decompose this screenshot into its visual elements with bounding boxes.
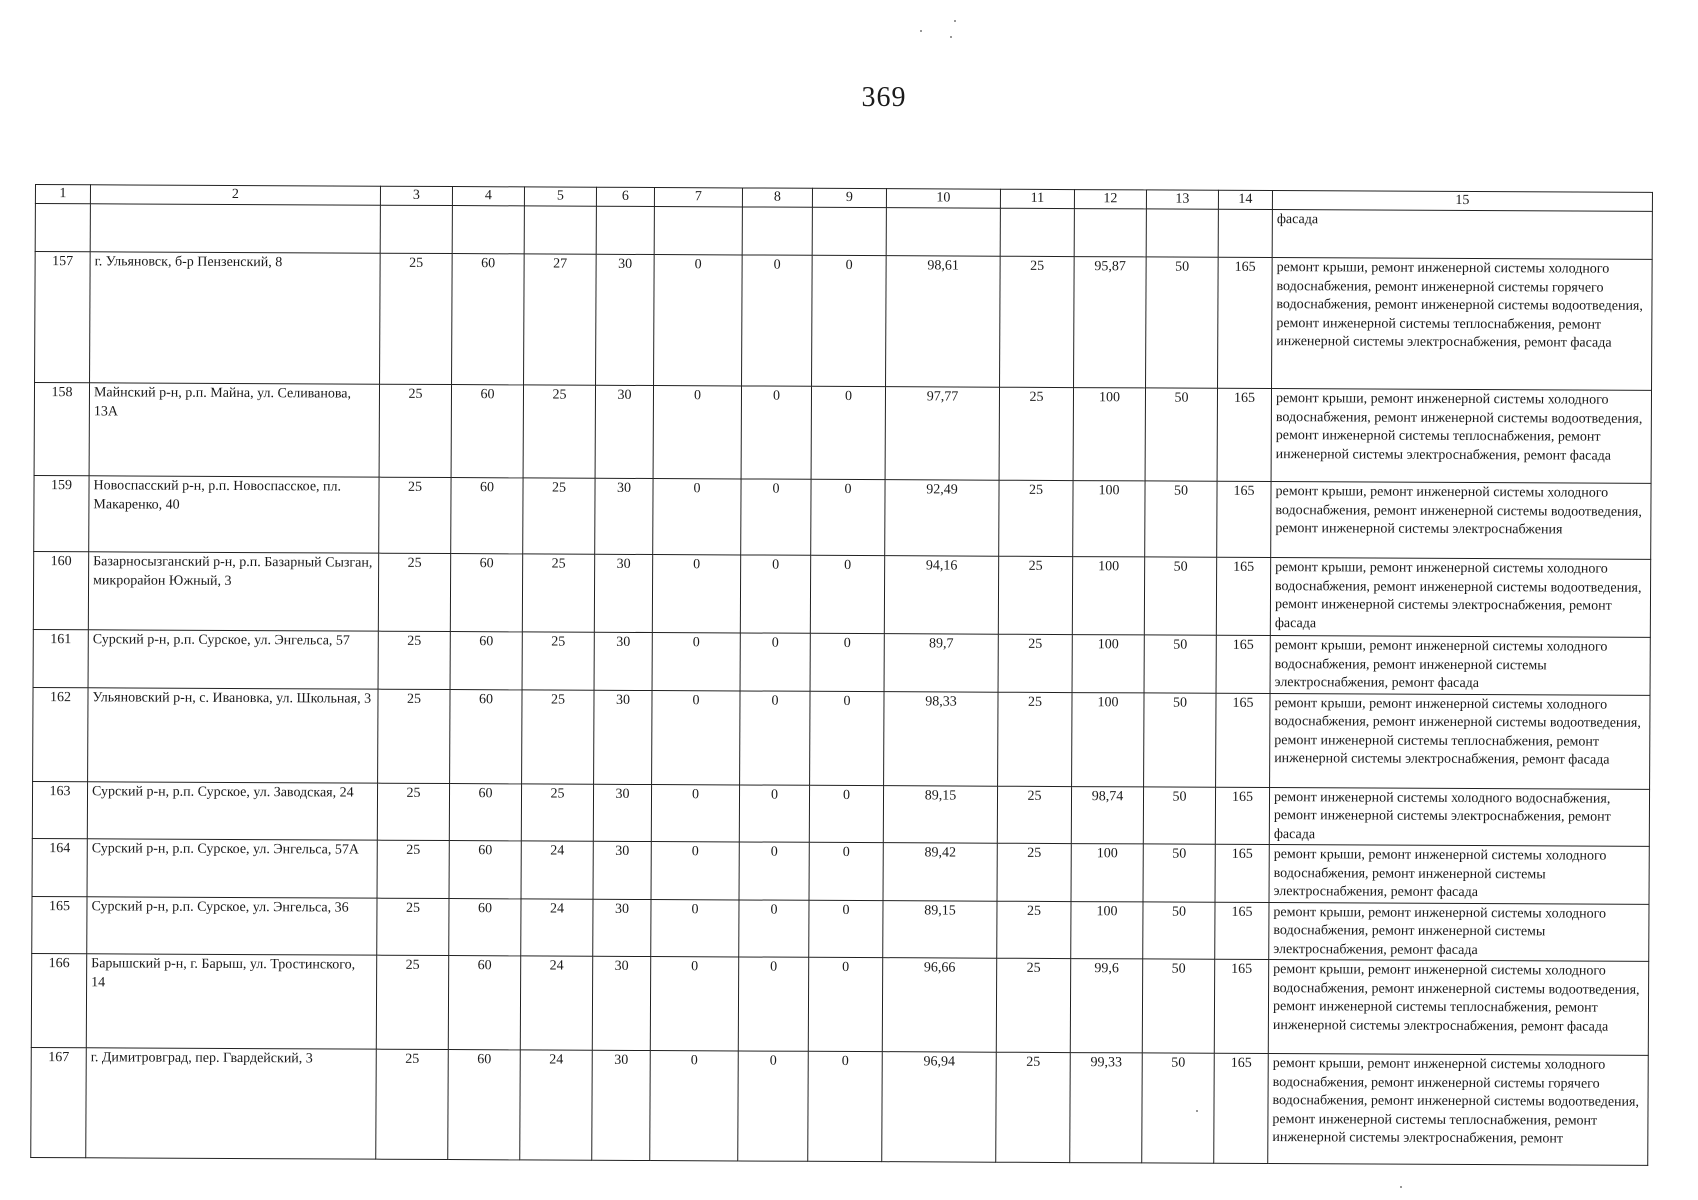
value-cell-col-11: 25	[998, 634, 1072, 692]
address-cell: Базарносызганский р-н, р.п. Базарный Сызган, микрорайон Южный, 3	[88, 552, 378, 631]
column-header: 9	[812, 188, 886, 207]
row-number: 157	[35, 252, 91, 383]
value-cell-col-14: 165	[1217, 481, 1271, 557]
address-cell: Ульяновский р-н, с. Ивановка, ул. Школьная, 3	[88, 687, 378, 782]
scan-speck	[1400, 1186, 1402, 1188]
value-cell-col-3: 25	[380, 253, 453, 384]
column-header: 6	[596, 187, 654, 206]
value-cell-col-6: 30	[592, 956, 650, 1050]
row-number: 166	[31, 953, 86, 1047]
value-cell-col-4: 60	[450, 554, 522, 632]
value-cell-col-7: 0	[653, 479, 741, 555]
value-cell-col-7: 0	[651, 784, 739, 842]
value-cell-col-12: 95,87	[1074, 257, 1147, 388]
row-number: 158	[34, 383, 89, 476]
value-cell-col-4: 60	[449, 898, 521, 956]
column-header: 15	[1272, 191, 1652, 212]
continuation-row	[35, 204, 1652, 260]
value-cell-col-6: 30	[593, 784, 651, 842]
row-number: 165	[32, 896, 87, 954]
value-cell-col-10: 89,7	[884, 634, 998, 692]
value-cell-col-8: 0	[740, 633, 810, 691]
column-header: 3	[380, 186, 452, 205]
column-header: 13	[1146, 190, 1218, 209]
row-number: 161	[33, 629, 88, 687]
value-cell-col-11: 25	[1000, 256, 1075, 387]
value-cell-col-7: 0	[650, 1051, 739, 1161]
value-cell-col-8: 0	[739, 842, 809, 900]
value-cell-col-8: 0	[741, 386, 811, 479]
value-cell-col-5: 25	[522, 632, 594, 690]
scan-speck	[954, 20, 956, 22]
value-cell-col-4: 60	[448, 1050, 521, 1160]
table-row	[32, 838, 1649, 903]
table-row	[34, 383, 1651, 484]
value-cell-col-8: 0	[738, 1051, 809, 1161]
table-body	[31, 204, 1653, 1166]
value-cell-col-10: 98,33	[884, 691, 998, 786]
address-cell: г. Ульяновск, б-р Пензенский, 8	[90, 252, 381, 384]
value-cell-col-6: 30	[595, 478, 653, 554]
value-cell-col-9: 0	[808, 957, 882, 1051]
value-cell-col-10: 89,15	[883, 900, 997, 958]
value-cell-col-7: 0	[651, 842, 739, 900]
row-number: 159	[34, 475, 89, 551]
column-header: 5	[524, 187, 596, 206]
scan-speck	[1196, 1110, 1198, 1112]
column-header: 12	[1074, 190, 1146, 209]
value-cell-col-13: 50	[1143, 786, 1215, 844]
works-cell: ремонт крыши, ремонт инженерной системы холодного водоснабжения, ремонт инженерной системы горячего водоснабжения, ремонт инженерной системы водоотведения, ремонт инженерной системы теплоснабжения, ремонт инженерной системы электроснабжения, ремонт фасада	[1272, 258, 1653, 391]
value-cell-col-3: 25	[377, 783, 449, 841]
value-cell-col-6: 30	[595, 385, 653, 478]
value-cell-col-13: 50	[1144, 557, 1216, 635]
value-cell-col-14: 165	[1216, 635, 1270, 693]
value-cell-col-5: 25	[522, 689, 594, 783]
value-cell-col-12: 98,74	[1071, 786, 1143, 844]
value-cell-col-14: 165	[1218, 257, 1273, 388]
column-header: 4	[452, 187, 524, 206]
value-cell-col-13: 50	[1145, 388, 1217, 481]
value-cell-col-3: 25	[378, 689, 450, 783]
value-cell-col-4: 60	[452, 254, 525, 385]
row-number: 163	[32, 781, 87, 839]
value-cell-col-3: 25	[377, 898, 449, 956]
works-cell: ремонт крыши, ремонт инженерной системы холодного водоснабжения, ремонт инженерной системы водоотведения, ремонт инженерной системы теплоснабжения, ремонт инженерной системы электроснабжения, ремонт фасада	[1270, 693, 1650, 789]
value-cell-col-9: 0	[810, 555, 884, 633]
value-cell-col-9: 0	[809, 785, 883, 843]
value-cell-col-12: 99,33	[1070, 1053, 1143, 1163]
address-cell: г. Димитровград, пер. Гвардейский, 3	[86, 1048, 377, 1159]
value-cell-col-9: 0	[811, 479, 885, 555]
value-cell-col-9: 0	[809, 900, 883, 958]
value-cell-col-4: 60	[451, 385, 523, 478]
value-cell-col-11: 25	[999, 387, 1073, 480]
address-cell: Майнский р-н, р.п. Майна, ул. Селиванова, 13А	[89, 383, 379, 477]
value-cell-col-12: 100	[1071, 844, 1143, 902]
value-cell-col-5: 25	[523, 385, 595, 478]
value-cell-col-13: 50	[1143, 844, 1215, 902]
value-cell-col-3: 25	[379, 477, 451, 553]
value-cell-col-12: 100	[1072, 635, 1144, 693]
value-cell-col-9: 0	[810, 691, 884, 785]
value-cell-col-14: 165	[1214, 1053, 1269, 1163]
value-cell-col-8: 0	[739, 784, 809, 842]
row-number: 162	[33, 687, 88, 781]
value-cell-col-10: 98,61	[886, 256, 1001, 388]
value-cell-col-3: 25	[376, 955, 448, 1049]
page-number: 369	[861, 82, 907, 113]
value-cell-col-11: 25	[997, 786, 1071, 844]
value-cell-col-8: 0	[740, 690, 810, 784]
continuation-text: фасада	[1272, 210, 1652, 260]
value-cell-col-5: 25	[521, 783, 593, 841]
value-cell-col-3: 25	[379, 384, 451, 477]
value-cell-col-9: 0	[808, 1051, 883, 1161]
address-cell: Сурский р-н, р.п. Сурское, ул. Энгельса, 36	[87, 896, 377, 955]
value-cell-col-13: 50	[1145, 481, 1217, 557]
value-cell-col-4: 60	[449, 841, 521, 899]
value-cell-col-9: 0	[811, 386, 885, 479]
value-cell-col-12: 100	[1072, 692, 1144, 786]
value-cell-col-3: 25	[378, 631, 450, 689]
value-cell-col-4: 60	[450, 689, 522, 783]
value-cell-col-10: 94,16	[884, 556, 998, 635]
value-cell-col-3: 25	[377, 840, 449, 898]
address-cell: Сурский р-н, р.п. Сурское, ул. Энгельса, 57А	[87, 839, 377, 898]
value-cell-col-13: 50	[1142, 1053, 1215, 1163]
value-cell-col-4: 60	[450, 632, 522, 690]
value-cell-col-6: 30	[593, 841, 651, 899]
value-cell-col-5: 24	[521, 841, 593, 899]
value-cell-col-12: 100	[1073, 481, 1145, 557]
value-cell-col-7: 0	[652, 555, 740, 633]
value-cell-col-11: 25	[999, 480, 1073, 556]
table-row	[31, 1047, 1649, 1165]
works-cell: ремонт крыши, ремонт инженерной системы холодного водоснабжения, ремонт инженерной системы электроснабжения, ремонт фасада	[1269, 845, 1649, 904]
value-cell-col-11: 25	[997, 843, 1071, 901]
works-cell: ремонт крыши, ремонт инженерной системы холодного водоснабжения, ремонт инженерной системы водоотведения, ремонт инженерной системы теплоснабжения, ремонт инженерной системы электроснабжения, ремонт фасада	[1271, 389, 1651, 484]
table-row	[33, 551, 1650, 637]
scan-speck	[950, 36, 952, 38]
works-cell: ремонт крыши, ремонт инженерной системы холодного водоснабжения, ремонт инженерной системы водоотведения, ремонт инженерной системы электроснабжения, ремонт фасада	[1270, 558, 1650, 638]
works-cell: ремонт крыши, ремонт инженерной системы холодного водоснабжения, ремонт инженерной системы водоотведения, ремонт инженерной системы электроснабжения	[1271, 482, 1651, 560]
value-cell-col-3: 25	[378, 553, 450, 631]
value-cell-col-6: 30	[594, 690, 652, 784]
value-cell-col-7: 0	[650, 957, 738, 1051]
table-row	[32, 781, 1649, 846]
value-cell-col-10: 89,15	[883, 785, 997, 843]
value-cell-col-5: 24	[521, 898, 593, 956]
value-cell-col-13: 50	[1144, 692, 1216, 786]
value-cell-col-14: 165	[1216, 693, 1270, 787]
value-cell-col-8: 0	[740, 555, 810, 633]
value-cell-col-11: 25	[996, 958, 1070, 1052]
address-cell: Сурский р-н, р.п. Сурское, ул. Заводская, 24	[87, 781, 377, 840]
value-cell-col-13: 50	[1144, 635, 1216, 693]
value-cell-col-7: 0	[654, 255, 743, 386]
value-cell-col-8: 0	[739, 899, 809, 957]
table-row	[33, 687, 1650, 789]
value-cell-col-13: 50	[1143, 901, 1215, 959]
value-cell-col-11: 25	[997, 901, 1071, 959]
address-cell: Сурский р-н, р.п. Сурское, ул. Энгельса, 57	[88, 630, 378, 689]
table-row	[31, 953, 1648, 1055]
column-header: 11	[1000, 189, 1074, 208]
works-cell: ремонт крыши, ремонт инженерной системы холодного водоснабжения, ремонт инженерной системы горячего водоснабжения, ремонт инженерной системы водоотведения, ремонт инженерной системы теплоснабжения, ремонт инженерной системы электроснабжения, ремонт	[1268, 1054, 1649, 1166]
value-cell-col-7: 0	[652, 633, 740, 691]
value-cell-col-5: 25	[523, 478, 595, 554]
value-cell-col-4: 60	[451, 478, 523, 554]
value-cell-col-11: 25	[998, 692, 1072, 786]
value-cell-col-6: 30	[592, 1050, 651, 1160]
register-table	[30, 184, 1653, 1166]
value-cell-col-12: 100	[1071, 901, 1143, 959]
column-header: 2	[90, 185, 380, 205]
table-row	[35, 252, 1653, 391]
value-cell-col-11: 25	[998, 556, 1072, 634]
column-header: 1	[35, 185, 90, 204]
works-cell: ремонт крыши, ремонт инженерной системы холодного водоснабжения, ремонт инженерной системы электроснабжения, ремонт фасада	[1270, 636, 1650, 695]
value-cell-col-4: 60	[449, 783, 521, 841]
value-cell-col-12: 100	[1072, 557, 1144, 635]
works-cell: ремонт инженерной системы холодного водоснабжения, ремонт инженерной системы электроснабжения, ремонт фасада	[1269, 787, 1649, 846]
value-cell-col-10: 92,49	[885, 480, 999, 557]
value-cell-col-5: 24	[520, 956, 592, 1050]
value-cell-col-9: 0	[809, 842, 883, 900]
value-cell-col-7: 0	[653, 386, 741, 479]
column-header: 8	[742, 188, 812, 207]
table-row	[32, 896, 1649, 961]
value-cell-col-10: 97,77	[885, 387, 999, 481]
value-cell-col-9: 0	[810, 633, 884, 691]
value-cell-col-6: 30	[593, 899, 651, 957]
column-header: 10	[886, 189, 1000, 209]
column-header: 7	[654, 188, 742, 207]
address-cell: Новоспасский р-н, р.п. Новоспасское, пл. Макаренко, 40	[89, 476, 379, 553]
table-row	[33, 629, 1650, 694]
value-cell-col-7: 0	[652, 690, 740, 784]
value-cell-col-6: 30	[596, 254, 655, 385]
value-cell-col-14: 165	[1215, 844, 1269, 902]
value-cell-col-3: 25	[376, 1049, 449, 1159]
row-number: 167	[31, 1047, 87, 1157]
value-cell-col-11: 25	[996, 1052, 1071, 1162]
value-cell-col-6: 30	[594, 554, 652, 632]
value-cell-col-12: 100	[1073, 388, 1145, 481]
works-cell: ремонт крыши, ремонт инженерной системы холодного водоснабжения, ремонт инженерной системы электроснабжения, ремонт фасада	[1269, 902, 1649, 961]
value-cell-col-10: 89,42	[883, 843, 997, 901]
value-cell-col-4: 60	[448, 956, 520, 1050]
value-cell-col-12: 99,6	[1070, 959, 1142, 1053]
value-cell-col-8: 0	[741, 479, 811, 555]
value-cell-col-8: 0	[742, 255, 813, 386]
value-cell-col-14: 165	[1214, 959, 1268, 1053]
table-row	[34, 475, 1651, 559]
value-cell-col-5: 27	[524, 254, 597, 385]
value-cell-col-9: 0	[812, 255, 887, 386]
value-cell-col-13: 50	[1142, 959, 1214, 1053]
value-cell-col-5: 25	[522, 554, 594, 632]
value-cell-col-10: 96,66	[882, 958, 996, 1053]
value-cell-col-14: 165	[1215, 902, 1269, 960]
value-cell-col-8: 0	[738, 957, 808, 1051]
value-cell-col-14: 165	[1216, 557, 1270, 635]
value-cell-col-6: 30	[594, 632, 652, 690]
value-cell-col-14: 165	[1215, 787, 1269, 845]
row-number: 160	[33, 551, 88, 629]
row-number: 164	[32, 838, 87, 896]
address-cell: Барышский р-н, г. Барыш, ул. Тростинского, 14	[86, 954, 376, 1049]
value-cell-col-7: 0	[651, 899, 739, 957]
scan-speck	[920, 30, 922, 32]
works-cell: ремонт крыши, ремонт инженерной системы холодного водоснабжения, ремонт инженерной системы водоотведения, ремонт инженерной системы теплоснабжения, ремонт инженерной системы электроснабжения, ремонт фасада	[1268, 960, 1648, 1056]
value-cell-col-14: 165	[1217, 388, 1271, 481]
value-cell-col-13: 50	[1146, 257, 1219, 388]
value-cell-col-5: 24	[520, 1050, 593, 1160]
column-header: 14	[1218, 190, 1272, 209]
value-cell-col-10: 96,94	[882, 1052, 997, 1163]
